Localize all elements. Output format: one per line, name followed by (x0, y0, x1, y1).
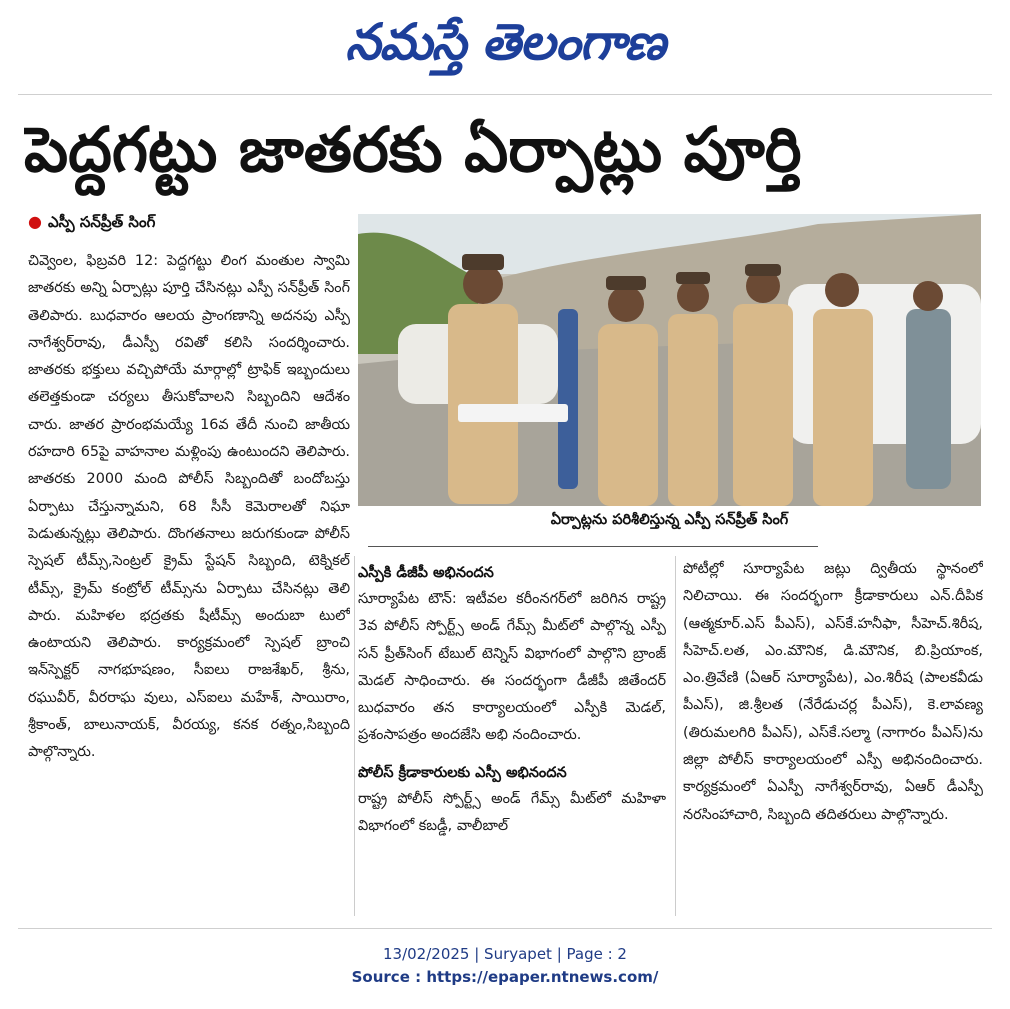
story2-body: సూర్యాపేట టౌన్: ఇటీవల కరీంనగర్‌లో జరిగిన రాష్ట్ర 3వ పోలీస్ స్పోర్ట్స్ అండ్ గేమ్స్ మీట్‌లో పాల్గొన్న ఎస్పీ సన్ ప్రీత్‌సింగ్ టేబుల్ టెన్నిస్ విభాగంలో పాల్గొని బ్రాంజ్ మెడల్ సాధించారు. ఈ సందర్భంగా డీజీపీ జితేందర్ బుధవారం తన కార్యాలయంలో ఎస్పీకి మెడల్, ప్రశంసాపత్రం అందజేసి అభి నందించారు. (358, 591, 666, 744)
column-divider (354, 556, 355, 916)
middle-column (358, 560, 666, 920)
byline (28, 212, 155, 235)
story3-continued: పోటీల్లో సూర్యాపేట జట్లు ద్వితీయ స్థానంలో నిలిచాయి. ఈ సందర్భంగా క్రీడాకారులు ఎన్.దీపిక (ఆత్మకూర్.ఎస్ పీఎస్), ఎస్‌కే.హనీఫా, సీహెచ్.శిరీష, సీహెచ్.లత, ఎం.మౌనిక, డి.మౌనిక, బి.ప్రియాంక, ఎం.త్రివేణి (ఏఆర్ సూర్యాపేట), ఎం.శిరీష (పాలకవీడు పీఎస్), జి.శ్రీలత (నేరేడుచర్ల పీఎస్), కె.లావణ్య (తిరుమలగిరి పీఎస్), ఎస్‌కే.సల్మా (నాగారం పీఎస్)ను జిల్లా పోలీస్ కార్యాలయంలో ఎస్పీ అభినందించారు. కార్యక్రమంలో ఏఎస్పీ నాగేశ్వర్‌రావు, ఏఆర్ డీఎస్పీ నరసింహాచారి, సిబ్బంది తదితరులు పాల్గొన్నారు. (683, 561, 983, 823)
bullet-icon: ● (28, 212, 42, 231)
byline-text: ఎస్పీ సన్‌ప్రీత్ సింగ్ (47, 213, 156, 231)
headline: పెద్దగట్టు జాతరకు ఏర్పాట్లు పూర్తి (24, 113, 802, 186)
masthead-logo: నమస్తే తెలంగాణ (345, 13, 665, 71)
column-divider (675, 556, 676, 916)
caption-divider (368, 546, 818, 547)
source-link[interactable]: https://epaper.ntnews.com/ (426, 968, 659, 986)
news-photo (358, 214, 981, 506)
photo-illustration (358, 214, 981, 506)
footer-source (0, 968, 1010, 986)
bottom-divider (18, 928, 992, 929)
story3-body: రాష్ట్ర పోలీస్ స్పోర్ట్స్ అండ్ గేమ్స్ మీట్‌లో మహిళా విభాగంలో కబడ్డీ, వాలీబాల్ (358, 790, 666, 835)
photo-caption: ఏర్పాట్లను పరిశీలిస్తున్న ఎస్పీ సన్‌ప్రీత్ సింగ్ (550, 512, 789, 528)
source-label: Source : (351, 968, 427, 986)
top-divider (18, 94, 992, 95)
article-body: చివ్వెంల, ఫిబ్రవరి 12: పెద్దగట్టు లింగ మంతుల స్వామి జాతరకు అన్ని ఏర్పాట్లు పూర్తి చేసినట్లు ఎస్పీ సన్‌ప్రీత్ సింగ్ తెలిపారు. బుధవారం ఆలయ ప్రాంగణాన్ని అదనపు ఎస్పీ నాగేశ్వర్‌రావు, డీఎస్పీ రవితో కలిసి సందర్శించారు. జాతరకు భక్తులు వచ్చిపోయే మార్గాల్లో ట్రాఫిక్ ఇబ్బందులు తలెత్తకుండా చర్యలు తీసుకోవాలని సిబ్బందిని ఆదేశం చారు. జాతర ప్రారంభమయ్యే 16వ తేదీ నుంచి జాతీయ రహదారి 65పై వాహనాల మళ్లింపు ఉంటుందని తెలిపారు. జాతరకు 2000 మంది పోలీస్ సిబ్బందితో బందోబస్తు ఏర్పాటు చేస్తున్నామని, 68 సీసీ కెమెరాలతో నిఘా పెడుతున్నట్లు తెలిపారు. దొంగతనాలు జరుగకుండా పోలీస్ స్పెషల్ టీమ్స్,సెంట్రల్ క్రైమ్ స్టేషన్ సిబ్బంది, టెక్నికల్ టీమ్స్, క్రైమ్ కంట్రోల్ టీమ్స్‌ను ఏర్పాటు చేసినట్లు తెలి పారు. మహిళల భద్రతకు షీటీమ్స్ అందుబా టులో ఉంటాయని తెలిపారు. కార్యక్రమంలో స్పెషల్ బ్రాంచి ఇన్‌స్పెక్టర్ నాగభూషణం, సీఐలు రాజశేఖర్, శ్రీను, రఘువీర్, వీరరాఘ వులు, ఎస్‌ఐలు మహేశ్, సాయిరాం, శ్రీకాంత్, బాలునాయక్, వీరయ్య, కనక రత్నం,సిబ్బంది పాల్గొన్నారు. (28, 253, 350, 761)
story3-heading: పోలీస్ క్రీడాకారులకు ఎస్పీ అభినందన (358, 764, 567, 781)
footer-date-page: 13/02/2025 | Suryapet | Page : 2 (383, 945, 627, 963)
story2-heading: ఎస్పీకి డీజీపీ అభినందన (358, 565, 494, 581)
